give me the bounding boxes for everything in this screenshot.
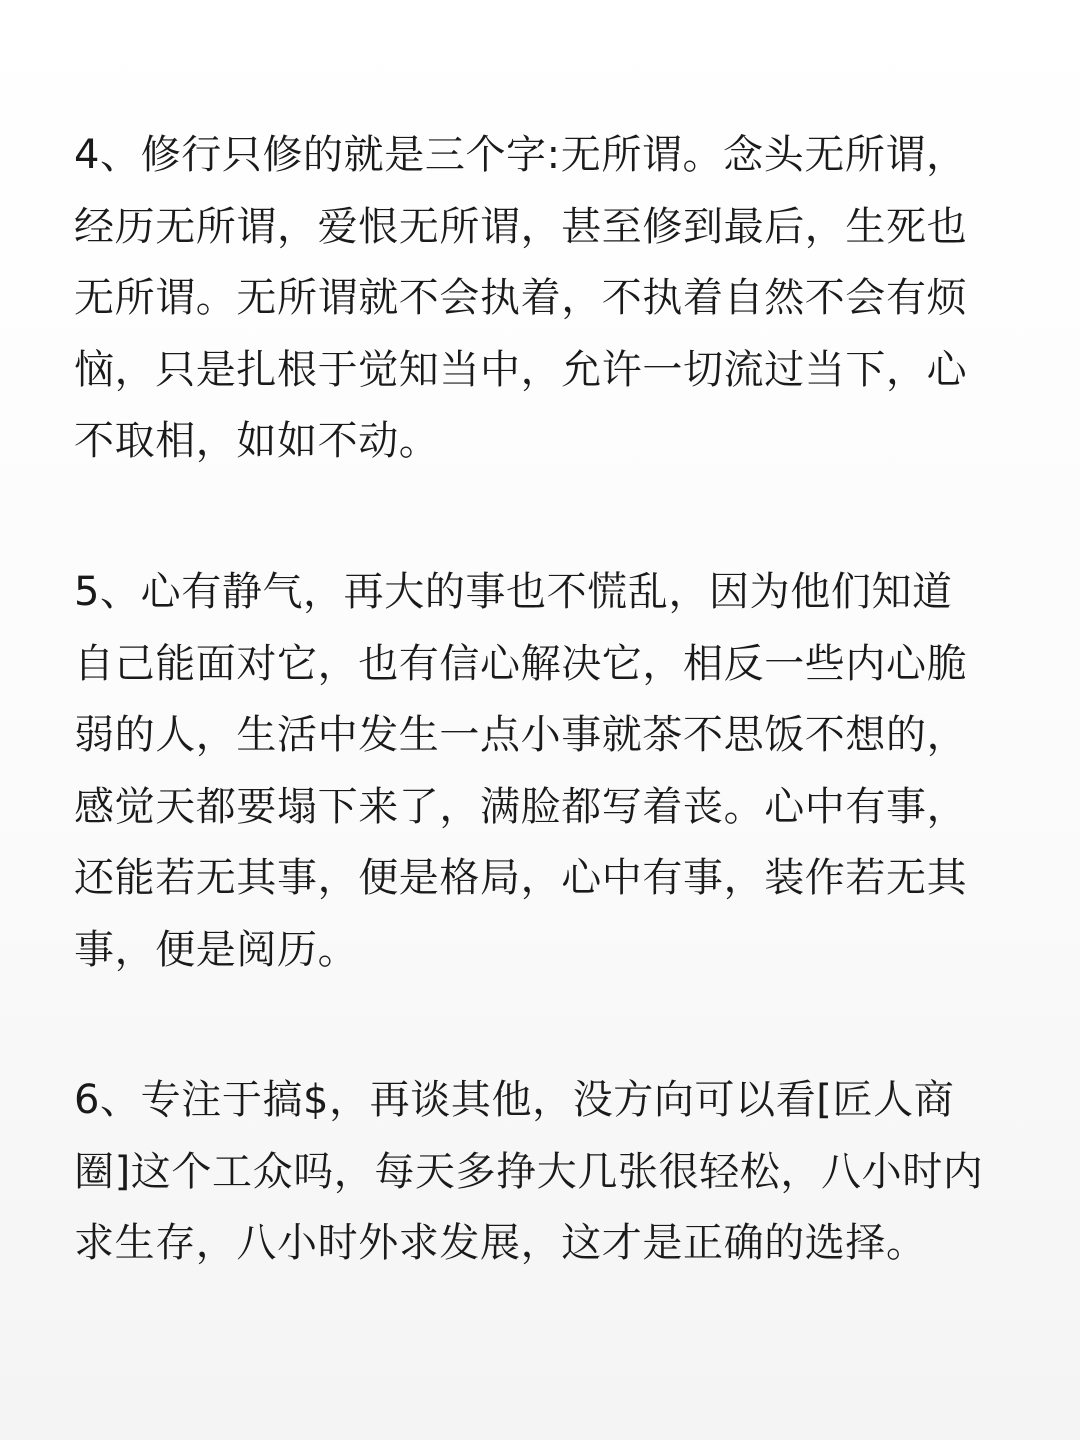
paragraph-6: 6、专注于搞$，再谈其他，没方向可以看[匠人商 圈]这个工众吗，每天多挣大几张很轻松，八小时内 求生存，八小时外求发展，这才是正确的选择。 — [74, 1077, 984, 1266]
paragraph-4: 4、修行只修的就是三个字:无所谓。念头无所谓， 经历无所谓，爱恨无所谓，甚至修到最后，生死也 无所谓。无所谓就不会执着，不执着自然不会有烦 恼，只是扎根于觉知当中，允许一切流过当下，心 不取相，如如不动。 — [74, 132, 968, 464]
paragraph-5: 5、心有静气，再大的事也不慌乱，因为他们知道 自己能面对它，也有信心解决它，相反一些内心脆 弱的人，生活中发生一点小事就茶不思饭不想的， 感觉天都要塌下来了，满脸都写着丧。心中有事， 还能若无其事，便是格局，心中有事，装作若无其 事，便是阅历。 — [74, 569, 968, 973]
